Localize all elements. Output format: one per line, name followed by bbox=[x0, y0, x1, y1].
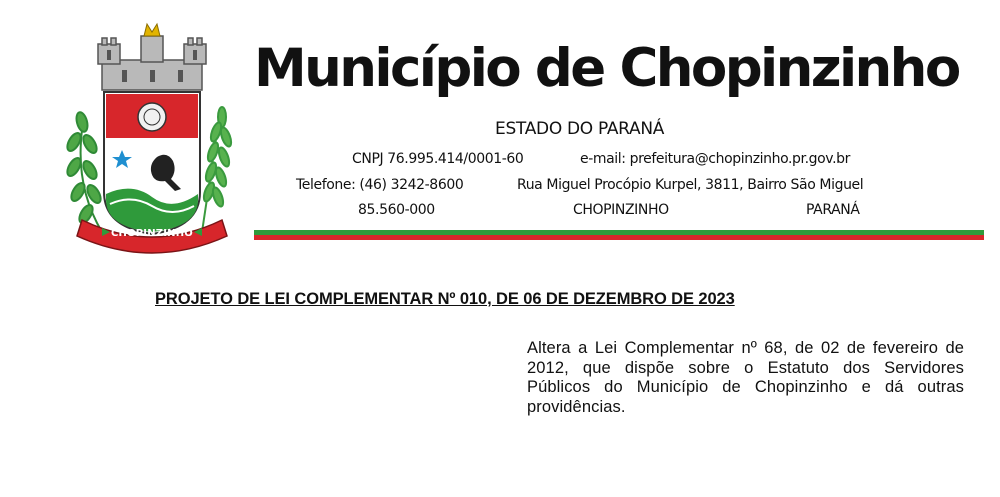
phone-text: Telefone: (46) 3242-8600 bbox=[296, 177, 464, 193]
address-text: Rua Miguel Procópio Kurpel, 3811, Bairro São Miguel bbox=[517, 177, 864, 193]
state-name: ESTADO DO PARANÁ bbox=[495, 119, 665, 139]
coat-of-arms-icon bbox=[62, 22, 242, 262]
law-ementa: Altera a Lei Complementar nº 68, de 02 de fevereiro de 2012, que dispõe sobre o Estatuto dos Servidores Públicos do Município de Chopinzinho e dá outras providências. bbox=[527, 339, 964, 416]
law-title: PROJETO DE LEI COMPLEMENTAR Nº 010, DE 06 DE DEZEMBRO DE 2023 bbox=[155, 290, 735, 308]
email-text: e-mail: prefeitura@chopinzinho.pr.gov.br bbox=[580, 151, 850, 167]
city-text: CHOPINZINHO bbox=[573, 202, 669, 218]
municipality-title: Município de Chopinzinho bbox=[254, 38, 959, 99]
crest-banner-text: CHOPINZINHO bbox=[110, 228, 194, 239]
header-divider-red bbox=[254, 235, 984, 240]
cnpj-text: CNPJ 76.995.414/0001-60 bbox=[352, 151, 524, 167]
cep-text: 85.560-000 bbox=[358, 202, 435, 218]
uf-text: PARANÁ bbox=[806, 202, 860, 218]
